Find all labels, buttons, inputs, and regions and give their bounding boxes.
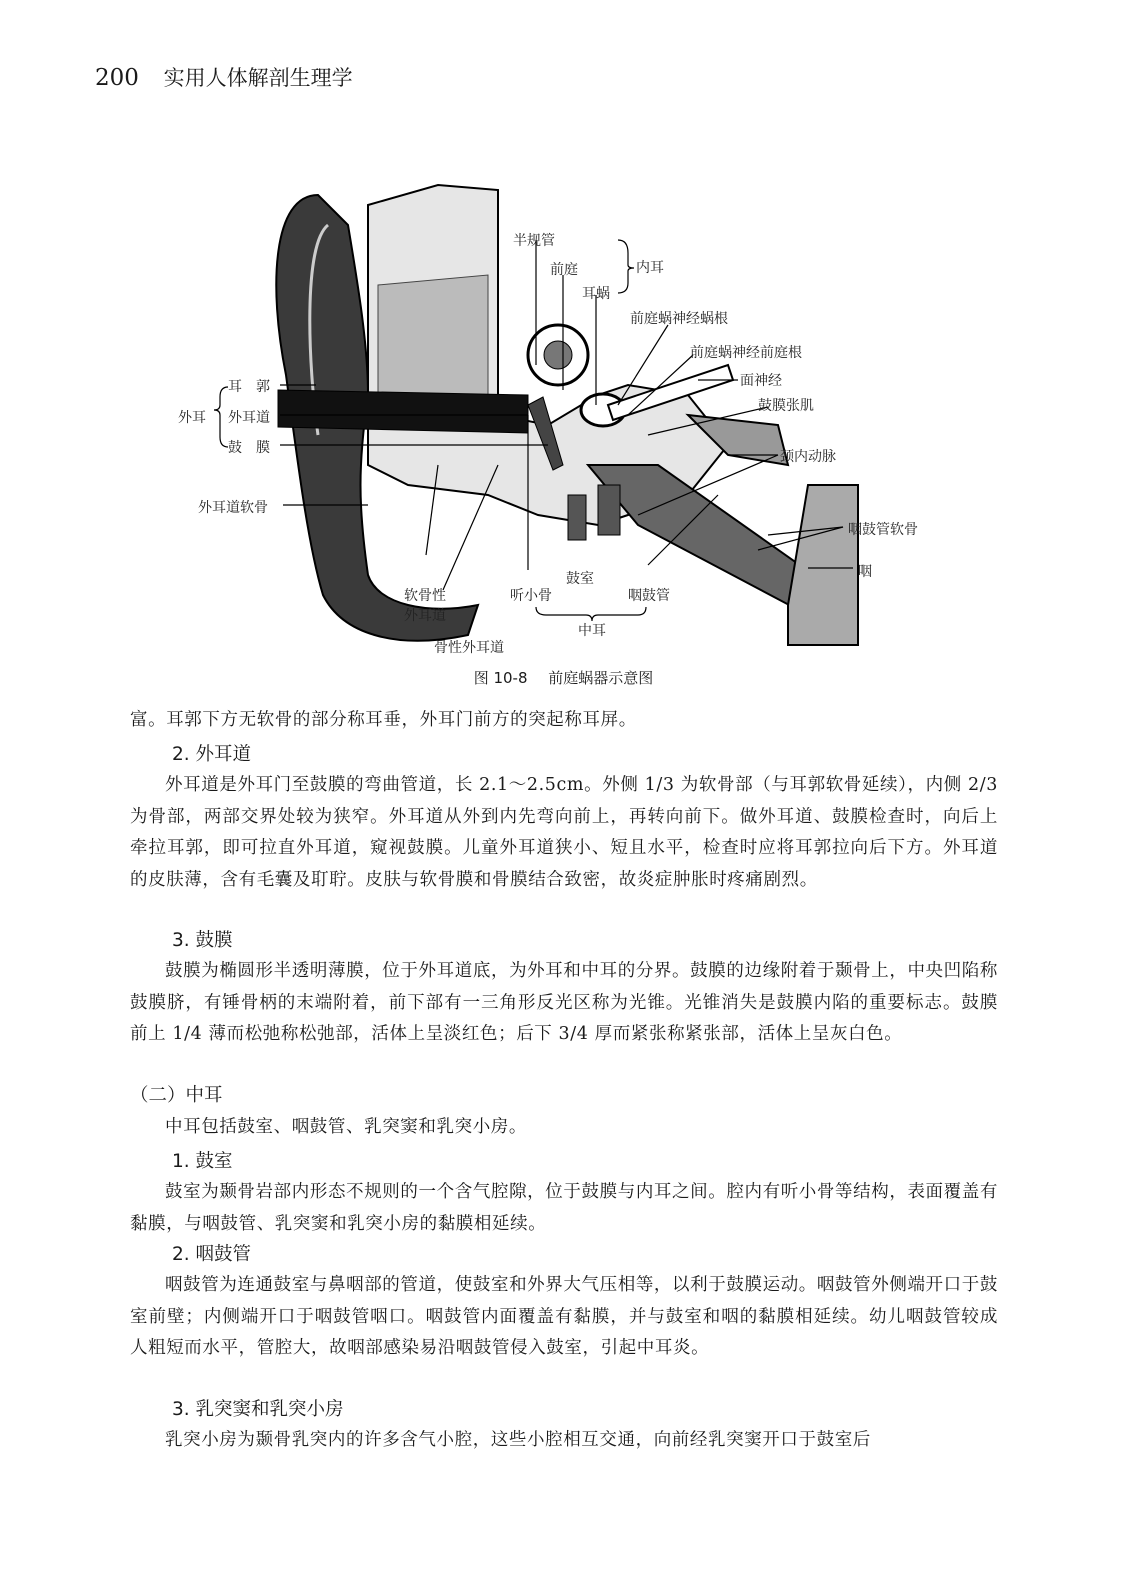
label-outer-ear: 外耳 <box>178 410 206 426</box>
label-carotid: 颈内动脉 <box>780 449 836 465</box>
label-middle-ear: 中耳 <box>578 623 606 639</box>
running-header <box>95 62 353 92</box>
figure-caption <box>0 667 1127 688</box>
label-bony-canal: 骨性外耳道 <box>434 640 504 656</box>
label-cochlea: 耳蜗 <box>582 286 610 302</box>
heading-mastoid: 3. 乳突窦和乳突小房 <box>172 1399 344 1420</box>
label-cart-canal-2: 外耳道 <box>404 608 446 624</box>
label-eardrum: 鼓 膜 <box>228 440 270 456</box>
label-pharynx: 咽 <box>858 564 872 580</box>
caption-title: 前庭蜗器示意图 <box>548 669 654 687</box>
paragraph-eustachian-tube: 咽鼓管为连通鼓室与鼻咽部的管道，使鼓室和外界大气压相等，以利于鼓膜运动。咽鼓管外侧端开口于鼓室前壁；内侧端开口于咽鼓管咽口。咽鼓管内面覆盖有黏膜，并与鼓室和咽的黏膜相延续。幼儿咽鼓管较成人粗短而水平，管腔大，故咽部感染易沿咽鼓管侵入鼓室，引起中耳炎。 <box>130 1275 998 1358</box>
heading-external-canal: 2. 外耳道 <box>172 744 252 765</box>
paragraph-tympanic-cavity: 鼓室为颞骨岩部内形态不规则的一个含气腔隙，位于鼓膜与内耳之间。腔内有听小骨等结构，表面覆盖有黏膜，与咽鼓管、乳突窦和乳突小房的黏膜相延续。 <box>130 1182 998 1234</box>
label-tube-cartilage: 咽鼓管软骨 <box>848 522 918 538</box>
heading-middle-ear: （二）中耳 <box>130 1085 223 1106</box>
label-ext-canal: 外耳道 <box>228 410 270 426</box>
label-cochlear-root: 前庭蜗神经蜗根 <box>630 311 728 327</box>
external-canal-shape <box>278 390 528 433</box>
label-inner-ear: 内耳 <box>636 260 664 276</box>
paragraph-mastoid: 乳突小房为颞骨乳突内的许多含气小腔，这些小腔相互交通，向前经乳突窦开口于鼓室后 <box>165 1430 871 1450</box>
heading-eardrum: 3. 鼓膜 <box>172 930 233 951</box>
label-canal-cartilage: 外耳道软骨 <box>198 500 268 516</box>
label-facial-nerve: 面神经 <box>740 373 782 389</box>
label-eustachian: 咽鼓管 <box>628 588 670 604</box>
paragraph-eardrum: 鼓膜为椭圆形半透明薄膜，位于外耳道底，为外耳和中耳的分界。鼓膜的边缘附着于颞骨上，中央凹陷称鼓膜脐，有锤骨柄的末端附着，前下部有一三角形反光区称为光锥。光锥消失是鼓膜内陷的重要标志。鼓膜前上 1/4 薄而松弛称松弛部，活体上呈淡红色；后下 3/4 厚而紧张称紧张部，活体上呈灰白色。 <box>130 961 998 1044</box>
label-semicircular: 半规管 <box>513 233 555 249</box>
paragraph-external-canal: 外耳道是外耳门至鼓膜的弯曲管道，长 2.1～2.5cm。外侧 1/3 为软骨部（与耳郭软骨延续），内侧 2/3 为骨部，两部交界处较为狭窄。外耳道从外到内先弯向前上，再转向前下。做外耳道、鼓膜检查时，向后上牵拉耳郭，即可拉直外耳道，窥视鼓膜。儿童外耳道狭小、短且水平，检查时应将耳郭拉向后下方。外耳道的皮肤薄，含有毛囊及耵聍。皮肤与软骨膜和骨膜结合致密，故炎症肿胀时疼痛剧烈。 <box>130 775 998 890</box>
paragraph-continuation: 富。耳郭下方无软骨的部分称耳垂，外耳门前方的突起称耳屏。 <box>130 710 637 730</box>
paragraph-middle-ear: 中耳包括鼓室、咽鼓管、乳突窦和乳突小房。 <box>165 1117 527 1137</box>
label-tympanic-cavity: 鼓室 <box>566 571 594 587</box>
label-tensor-tympani: 鼓膜张肌 <box>758 398 814 414</box>
label-auricle: 耳 郭 <box>228 379 270 395</box>
label-vestibule: 前庭 <box>550 262 578 278</box>
label-cart-canal-1: 软骨性 <box>404 588 446 604</box>
book-title: 实用人体解剖生理学 <box>163 66 353 90</box>
caption-number: 图 10-8 <box>473 669 528 687</box>
vestibule-shape <box>544 341 572 369</box>
ear-illustration <box>168 165 968 665</box>
heading-tympanic-cavity: 1. 鼓室 <box>172 1151 233 1172</box>
tympanic-cavity-shape <box>568 495 586 540</box>
tympanic-cavity-shape-2 <box>598 485 620 535</box>
label-vestibular-root: 前庭蜗神经前庭根 <box>690 345 802 361</box>
mastoid-cells <box>378 275 488 405</box>
label-ossicles: 听小骨 <box>510 588 552 604</box>
heading-eustachian-tube: 2. 咽鼓管 <box>172 1244 252 1265</box>
ear-diagram <box>168 165 968 685</box>
page-number: 200 <box>95 65 139 91</box>
pharynx-shape <box>788 485 858 645</box>
